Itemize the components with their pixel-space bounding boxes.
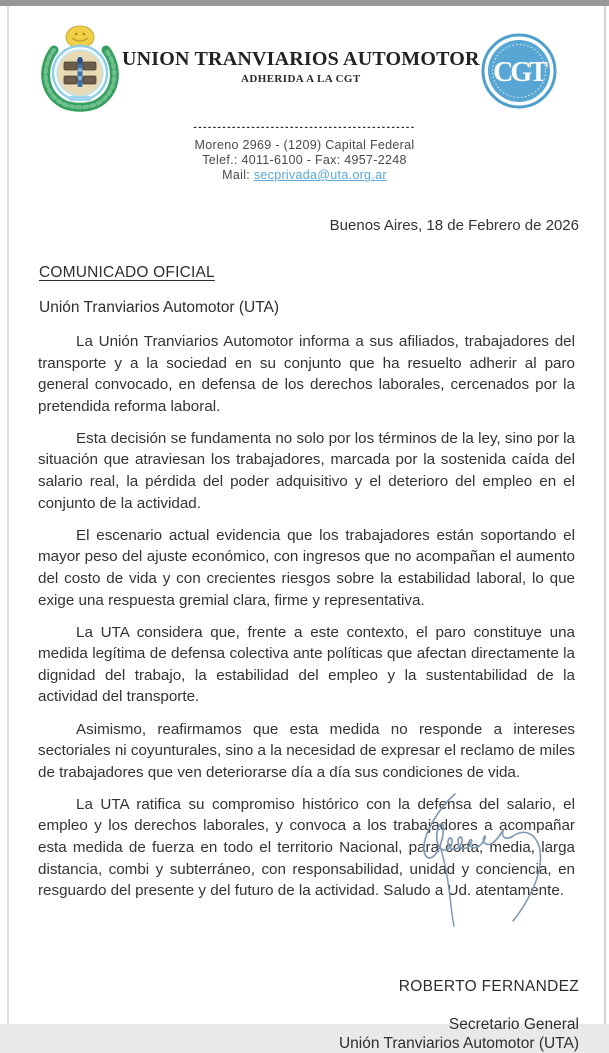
cgt-monogram-text: CGT: [492, 57, 545, 88]
address-line: Moreno 2969 - (1209) Capital Federal: [194, 138, 415, 152]
paragraph-4: La UTA considera que, frente a este contexto, el paro constituye una medida legítima de defensa colectiva ante políticas que afectan directamente la dignidad del trabajo, la estabilidad del empleo y la sustentabilidad de la actividad del transporte.: [38, 623, 575, 706]
signature-space: [0, 912, 609, 978]
phone-line: Telef.: 4011-6100 - Fax: 4957-2248: [202, 153, 407, 167]
letterhead-title-block: [122, 24, 480, 85]
dashed-separator: ----------------------------------------------: [193, 122, 416, 133]
signer-title: Secretario General: [448, 1016, 579, 1034]
letterhead-header: [0, 24, 609, 118]
paragraph-5: Asimismo, reafirmamos que esta medida no responde a intereses sectoriales ni coyunturales, sino a la necesidad de expresar el reclamo de miles de trabajadores que ven deteriorarse día a día sus condiciones de vida.: [38, 720, 575, 781]
paragraph-1: La Unión Tranviarios Automotor informa a sus afiliados, trabajadores del transporte y a la sociedad en su conjunto que ha resuelto adherir al paro general convocado, en defensa de los derechos laborales, cercenados por la pretendida reforma laboral.: [38, 333, 575, 415]
addressee-line: Unión Tranviarios Automotor (UTA): [39, 299, 280, 316]
letter-body: [38, 331, 575, 902]
subject-heading: COMUNICADO OFICIAL: [39, 264, 215, 281]
org-name: UNION TRANVIARIOS AUTOMOTOR: [122, 48, 480, 70]
mail-line: [0, 168, 609, 183]
contact-block: [0, 120, 609, 183]
cgt-logo-icon: [480, 32, 558, 112]
uta-crest-icon: [38, 24, 122, 114]
date-line: Buenos Aires, 18 de Febrero de 2026: [329, 217, 579, 234]
signer-organization: Unión Tranviarios Automotor (UTA): [338, 1035, 579, 1053]
org-affiliation: ADHERIDA A LA CGT: [241, 73, 361, 85]
signer-name: ROBERTO FERNANDEZ: [398, 978, 579, 996]
paragraph-2: Esta decisión se fundamenta no solo por los términos de la ley, sino por la situación que atraviesan los trabajadores, marcada por la sostenida caída del salario real, la pérdida del poder adquisitivo y el deterioro del empleo en el conjunto de la actividad.: [38, 429, 575, 512]
mail-link[interactable]: secprivada@uta.org.ar: [253, 168, 387, 182]
paragraph-6: La UTA ratifica su compromiso histórico con la defensa del salario, el empleo y los derechos laborales, y convoca a los trabajadores a acompañar esta medida de fuerza en todo el territorio Nacional, para corta, media, larga distancia, combi y subterráneo, con responsabilidad, unidad y conciencia, en resguardo del presente y del futuro de la actividad. Saludo a Ud. atentamente.: [38, 795, 575, 900]
mail-label: Mail:: [222, 168, 251, 182]
paragraph-3: El escenario actual evidencia que los trabajadores están soportando el mayor peso del ajuste económico, con ingresos que no acompañan el aumento del costo de vida y con crecientes riesgos sobre la estabilidad laboral, lo que exige una respuesta gremial clara, firme y representativa.: [38, 526, 575, 609]
